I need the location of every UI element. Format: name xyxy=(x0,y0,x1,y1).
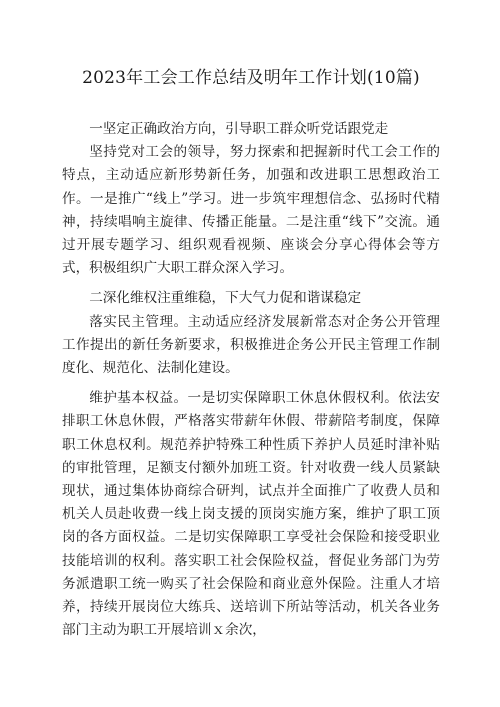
section-heading-1: 一坚定正确政治方向，引导职工群众听党话跟党走 xyxy=(89,121,389,137)
document-body xyxy=(62,118,440,642)
paragraph-basic-rights: 维护基本权益。一是切实保障职工休息休假权利。依法安排职工休息休假，严格落实带薪年休假、带薪陪考制度，保障职工休息权利。规范养护特殊工种性质下养护人员延时津补贴的审批管理，足额支付额外加班工资。针对收费一线人员紧缺现状，通过集体协商综合研判，试点并全面推广了收费人员和机关人员赴收费一线上岗支援的顶岗实施方案，维护了职工顶岗的各方面权益。二是切实保障职工享受社会保险和接受职业技能培训的权利。落实职工社会保险权益，督促业务部门为劳务派遣职工统一购买了社会保险和商业意外保险。注重人才培养，持续开展岗位大练兵、送培训下所站等活动，机关各业务部门主动为职工开展培训ｘ余次， xyxy=(62,390,440,639)
section-heading-2: 二深化维权注重维稳，下大气力促和谐谋稳定 xyxy=(89,290,362,307)
document-title: 2023年工会工作总结及明年工作计划(10篇) xyxy=(82,68,420,88)
paragraph-democratic-management: 落实民主管理。主动适应经济发展新常态对企务公开管理工作提出的新任务新要求，积极推进企务公开民主管理工作制度化、规范化、法制化建设。 xyxy=(62,313,440,377)
paragraph-political-direction: 坚持党对工会的领导，努力探索和把握新时代工会工作的特点，主动适应新形势新任务，加强和改进职工思想政治工作。一是推广“线上”学习。进一步筑牢理想信念、弘扬时代精神，持续唱响主旋律、传播正能量。二是注重“线下”交流。通过开展专题学习、组织观看视频、座谈会分享心得体会等方式，积极组织广大职工群众深入学习。 xyxy=(62,144,440,277)
